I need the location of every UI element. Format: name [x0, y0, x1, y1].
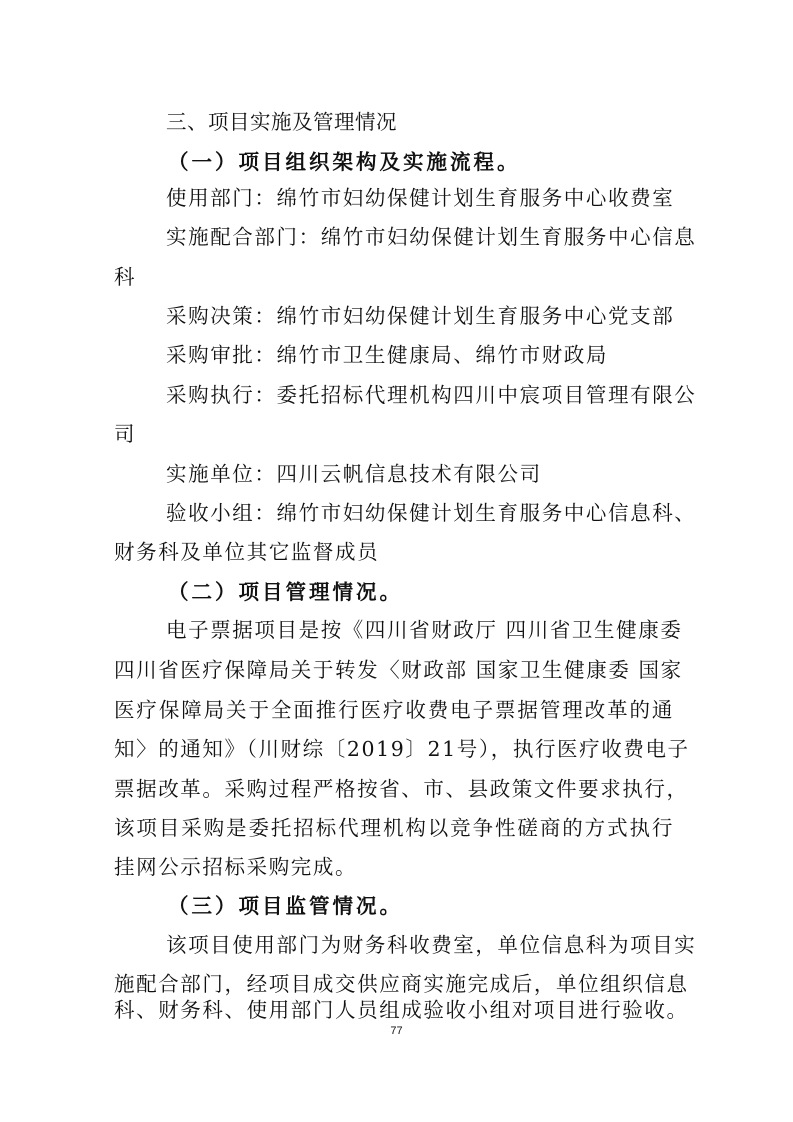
management-paragraph-line: 医疗保障局关于全面推行医疗收费电子票据管理改革的通	[114, 698, 674, 722]
coop-department-line-cont: 科	[114, 265, 137, 289]
coop-department-line: 实施配合部门：绵竹市妇幼保健计划生育服务中心信息	[166, 225, 697, 249]
section-title: 三、项目实施及管理情况	[166, 110, 397, 134]
subsection-heading-supervision: （三）项目监管情况。	[168, 894, 403, 918]
subsection-heading-management: （二）项目管理情况。	[168, 580, 403, 604]
management-paragraph-line: 电子票据项目是按《四川省财政厅 四川省卫生健康委	[166, 618, 683, 642]
procurement-execution-line-cont: 司	[114, 422, 137, 446]
management-paragraph-line: 票据改革。采购过程严格按省、市、县政策文件要求执行，	[114, 777, 689, 801]
procurement-approval-line: 采购审批：绵竹市卫生健康局、绵竹市财政局	[166, 343, 608, 367]
management-paragraph-line: 该项目采购是委托招标代理机构以竞争性磋商的方式执行	[114, 816, 674, 840]
management-paragraph-line: 知〉的通知》（川财综〔2019〕21号），执行医疗收费电子	[114, 737, 690, 761]
procurement-execution-line: 采购执行：委托招标代理机构四川中宸项目管理有限公	[166, 383, 697, 407]
management-paragraph-line: 挂网公示招标采购完成。	[114, 855, 358, 879]
page-number: 77	[390, 1025, 403, 1037]
supervision-paragraph-line: 科、财务科、使用部门人员组成验收小组对项目进行验收。	[114, 998, 689, 1022]
use-department-line: 使用部门：绵竹市妇幼保健计划生育服务中心收费室	[166, 186, 675, 210]
procurement-decision-line: 采购决策：绵竹市妇幼保健计划生育服务中心党支部	[166, 304, 675, 328]
supervision-paragraph-line: 施配合部门，经项目成交供应商实施完成后，单位组织信息	[114, 972, 689, 996]
acceptance-group-line-cont: 财务科及单位其它监督成员	[114, 540, 380, 564]
acceptance-group-line: 验收小组：绵竹市妇幼保健计划生育服务中心信息科、	[166, 501, 697, 525]
supervision-paragraph-line: 该项目使用部门为财务科收费室，单位信息科为项目实	[166, 933, 697, 957]
subsection-heading-structure: （一）项目组织架构及实施流程。	[168, 150, 521, 174]
management-paragraph-line: 四川省医疗保障局关于转发〈财政部 国家卫生健康委 国家	[114, 658, 683, 682]
implementing-unit-line: 实施单位：四川云帆信息技术有限公司	[166, 462, 542, 486]
